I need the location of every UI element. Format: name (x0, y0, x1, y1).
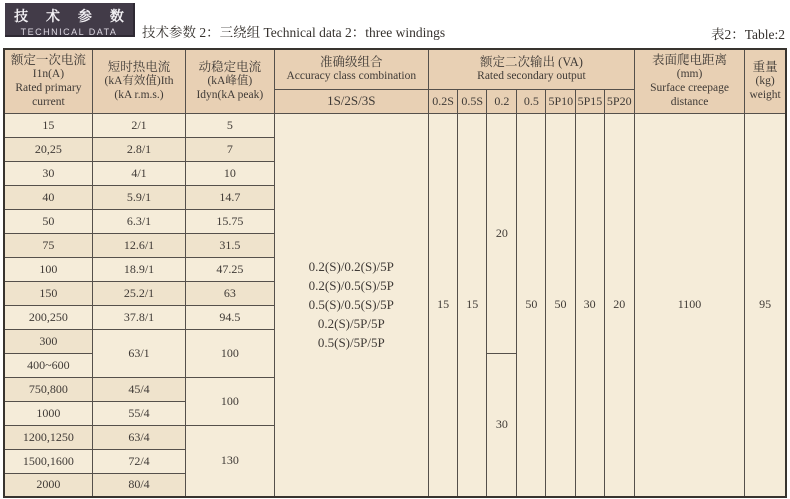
cell-dynamic-current: 130 (186, 425, 274, 497)
cell-va-0.2S: 15 (429, 113, 458, 497)
cell-primary-current: 20,25 (4, 137, 92, 161)
cell-va-5P15: 30 (575, 113, 604, 497)
cell-thermal-current: 55/4 (92, 401, 185, 425)
cell-primary-current: 2000 (4, 473, 92, 497)
cell-primary-current: 400~600 (4, 353, 92, 377)
cell-dynamic-current: 47.25 (186, 257, 274, 281)
subheader-va-0.5S: 0.5S (458, 89, 487, 113)
badge-title-zh: 技 术 参 数 (14, 8, 131, 24)
cell-dynamic-current: 94.5 (186, 305, 274, 329)
cell-thermal-current: 80/4 (92, 473, 185, 497)
cell-dynamic-current: 5 (186, 113, 274, 137)
cell-thermal-current: 2.8/1 (92, 137, 185, 161)
table-reference-label: 表2：Table:2 (710, 27, 785, 42)
col-header-rated-secondary-output: 额定二次输出 (VA) Rated secondary output (429, 49, 635, 89)
cell-thermal-current: 2/1 (92, 113, 185, 137)
cell-primary-current: 40 (4, 185, 92, 209)
cell-dynamic-current: 63 (186, 281, 274, 305)
cell-thermal-current: 63/4 (92, 425, 185, 449)
cell-thermal-current: 63/1 (92, 329, 185, 377)
col-header-creepage-distance: 表面爬电距离 (mm) Surface creepage distance (634, 49, 744, 113)
cell-va-0.5: 50 (517, 113, 546, 497)
cell-creepage-distance: 1100 (634, 113, 744, 497)
cell-thermal-current: 12.6/1 (92, 233, 185, 257)
cell-primary-current: 75 (4, 233, 92, 257)
table-row (4, 113, 786, 137)
col-header-weight: 重量 (kg) weight (745, 49, 786, 113)
cell-dynamic-current: 10 (186, 161, 274, 185)
col-header-primary-current: 额定一次电流 I1n(A) Rated primary current (4, 49, 92, 113)
cell-primary-current: 1200,1250 (4, 425, 92, 449)
cell-dynamic-current: 15.75 (186, 209, 274, 233)
cell-va-5P20: 20 (604, 113, 634, 497)
technical-data-badge (5, 3, 135, 37)
cell-va-0.2-lower: 30 (487, 353, 517, 497)
cell-thermal-current: 25.2/1 (92, 281, 185, 305)
cell-thermal-current: 45/4 (92, 377, 185, 401)
cell-thermal-current: 6.3/1 (92, 209, 185, 233)
cell-primary-current: 30 (4, 161, 92, 185)
cell-primary-current: 100 (4, 257, 92, 281)
header-row-main (4, 49, 786, 89)
cell-primary-current: 150 (4, 281, 92, 305)
cell-va-0.5S: 15 (458, 113, 487, 497)
cell-thermal-current: 4/1 (92, 161, 185, 185)
cell-va-0.2-upper: 20 (487, 113, 517, 353)
subheader-va-0.2: 0.2 (487, 89, 517, 113)
cell-weight: 95 (745, 113, 786, 497)
col-header-dynamic-current: 动稳定电流 (kA峰值) Idyn(kA peak) (186, 49, 274, 113)
cell-thermal-current: 72/4 (92, 449, 185, 473)
cell-dynamic-current: 31.5 (186, 233, 274, 257)
cell-primary-current: 200,250 (4, 305, 92, 329)
technical-data-table (3, 48, 787, 498)
cell-thermal-current: 37.8/1 (92, 305, 185, 329)
subheader-va-5P10: 5P10 (546, 89, 575, 113)
subheader-va-0.5: 0.5 (517, 89, 546, 113)
subheader-va-5P15: 5P15 (575, 89, 604, 113)
subheader-accuracy-combo: 1S/2S/3S (274, 89, 429, 113)
cell-primary-current: 1500,1600 (4, 449, 92, 473)
cell-primary-current: 300 (4, 329, 92, 353)
cell-primary-current: 15 (4, 113, 92, 137)
cell-dynamic-current: 100 (186, 377, 274, 425)
cell-accuracy-class-combinations: 0.2(S)/0.2(S)/5P 0.2(S)/0.5(S)/5P 0.5(S)/0.5(S)/5P 0.2(S)/5P/5P 0.5(S)/5P/5P (274, 113, 429, 497)
cell-thermal-current: 5.9/1 (92, 185, 185, 209)
cell-primary-current: 750,800 (4, 377, 92, 401)
cell-dynamic-current: 7 (186, 137, 274, 161)
cell-dynamic-current: 100 (186, 329, 274, 377)
subheader-va-0.2S: 0.2S (429, 89, 458, 113)
cell-primary-current: 50 (4, 209, 92, 233)
cell-thermal-current: 18.9/1 (92, 257, 185, 281)
subheader-va-5P20: 5P20 (604, 89, 634, 113)
col-header-thermal-current: 短时热电流 (kA有效值)Ith (kA r.m.s.) (92, 49, 185, 113)
col-header-accuracy-class: 准确级组合 Accuracy class combination (274, 49, 429, 89)
cell-va-5P10: 50 (546, 113, 575, 497)
badge-title-en: TECHNICAL DATA (20, 27, 118, 37)
page-subtitle: 技术参数 2：三绕组 Technical data 2：three windings (142, 25, 446, 40)
cell-primary-current: 1000 (4, 401, 92, 425)
cell-dynamic-current: 14.7 (186, 185, 274, 209)
